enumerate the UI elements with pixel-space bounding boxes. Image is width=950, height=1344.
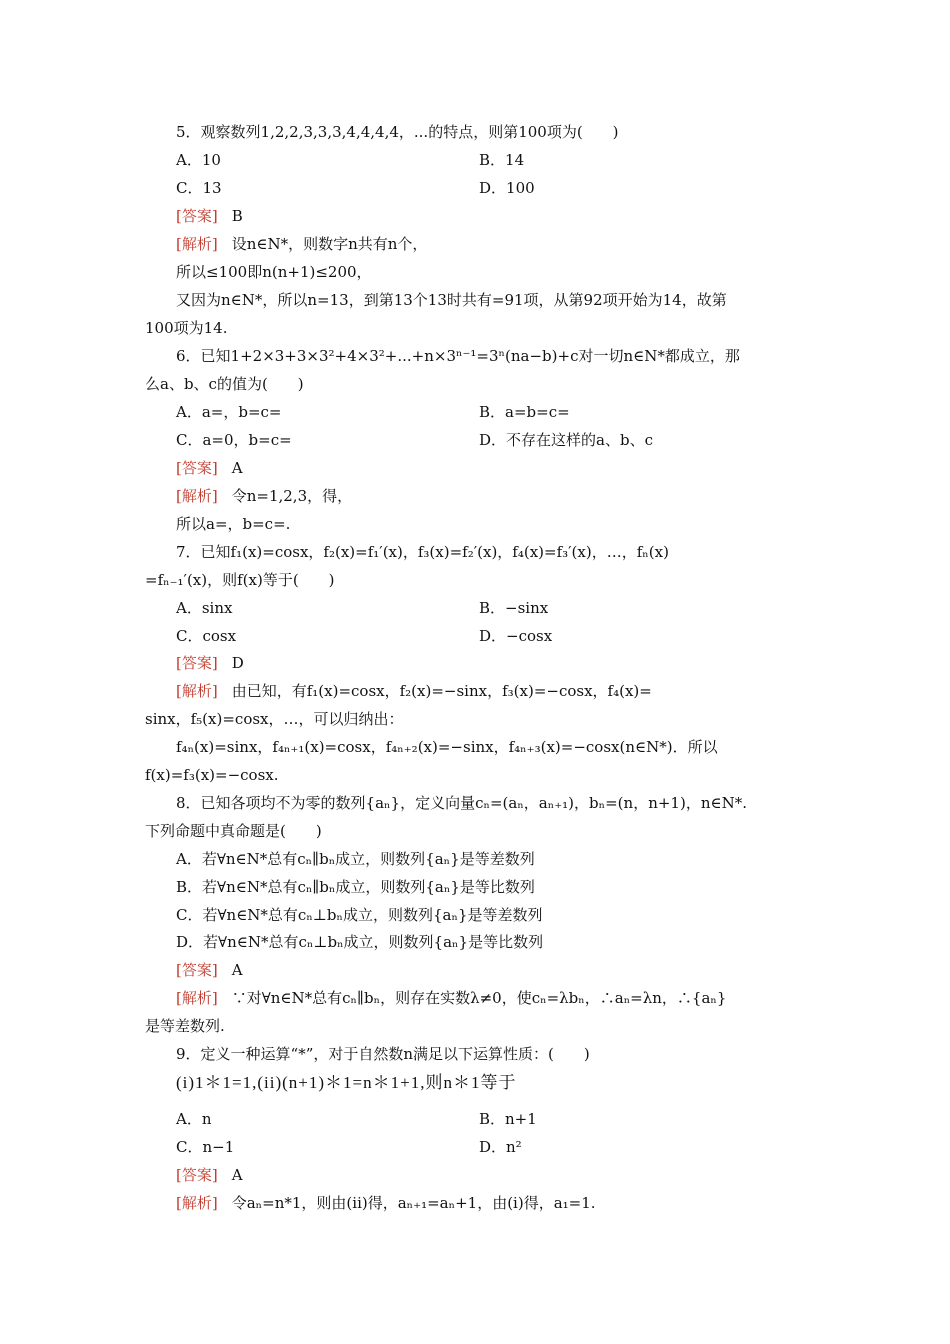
analysis-text: 令n=1,2,3，得， bbox=[231, 487, 353, 505]
question-5-option-b: B．14 bbox=[479, 151, 525, 169]
question-9-stem-1: 9．定义一种运算“*”，对于自然数n满足以下运算性质：( ) bbox=[176, 1045, 590, 1063]
question-5-analysis-4: 100项为14. bbox=[145, 319, 228, 337]
question-7-analysis-1 bbox=[176, 680, 652, 702]
analysis-tag: [解析] bbox=[176, 235, 218, 253]
analysis-text: ∵对∀n∈N*总有cₙ∥bₙ，则存在实数λ≠0，使cₙ=λbₙ，∴aₙ=λn，∴{aₙ} bbox=[231, 989, 727, 1007]
question-5-option-c: C．13 bbox=[176, 179, 222, 197]
analysis-text: 设n∈N*，则数字n共有n个， bbox=[231, 235, 428, 253]
answer-tag: [答案] bbox=[176, 654, 218, 672]
question-9-option-a: A．n bbox=[176, 1110, 212, 1128]
question-5-answer bbox=[176, 205, 243, 227]
question-7-option-b: B．−sinx bbox=[479, 599, 549, 617]
question-8-answer bbox=[176, 959, 243, 981]
answer-value: A bbox=[231, 1166, 243, 1184]
question-9-formula: (i)1＊1=1,(ii)(n+1)＊1=n＊1+1,则n＊1等于 bbox=[176, 1073, 517, 1092]
question-6-option-d: D．不存在这样的a、b、c bbox=[479, 431, 653, 449]
question-6-analysis-2: 所以a=，b=c=. bbox=[176, 515, 291, 533]
answer-tag: [答案] bbox=[176, 961, 218, 979]
question-8-option-d: D．若∀n∈N*总有cₙ⊥bₙ成立，则数列{aₙ}是等比数列 bbox=[176, 933, 544, 951]
analysis-tag: [解析] bbox=[176, 487, 218, 505]
question-9-option-c: C．n−1 bbox=[176, 1138, 235, 1156]
answer-value: D bbox=[231, 654, 244, 672]
analysis-tag: [解析] bbox=[176, 989, 218, 1007]
question-8-analysis-1 bbox=[176, 987, 726, 1009]
question-7-analysis-4: f(x)=f₃(x)=−cosx. bbox=[145, 766, 279, 784]
question-9-option-b: B．n+1 bbox=[479, 1110, 537, 1128]
question-5-analysis-3: 又因为n∈N*，所以n=13，到第13个13时共有=91项，从第92项开始为14，故第 bbox=[176, 291, 727, 309]
question-7-option-c: C．cosx bbox=[176, 627, 237, 645]
question-6-stem-1: 6．已知1+2×3+3×3²+4×3²+...+n×3ⁿ⁻¹=3ⁿ(na−b)+c对一切n∈N*都成立，那 bbox=[176, 347, 740, 365]
question-7-analysis-2: sinx，f₅(x)=cosx，…，可以归纳出： bbox=[145, 710, 404, 728]
question-8-option-c: C．若∀n∈N*总有cₙ⊥bₙ成立，则数列{aₙ}是等差数列 bbox=[176, 906, 543, 924]
question-9-option-d: D．n² bbox=[479, 1138, 522, 1156]
question-8-stem-1: 8．已知各项均不为零的数列{aₙ}，定义向量cₙ=(aₙ，aₙ₊₁)，bₙ=(n，n+1)，n∈N*. bbox=[176, 794, 747, 812]
question-5-option-d: D．100 bbox=[479, 179, 535, 197]
question-7-stem-1: 7．已知f₁(x)=cosx，f₂(x)=f₁′(x)，f₃(x)=f₂′(x)，f₄(x)=f₃′(x)，…，fₙ(x) bbox=[176, 543, 669, 561]
answer-tag: [答案] bbox=[176, 459, 218, 477]
question-7-analysis-3: f₄ₙ(x)=sinx，f₄ₙ₊₁(x)=cosx，f₄ₙ₊₂(x)=−sinx，f₄ₙ₊₃(x)=−cosx(n∈N*)．所以 bbox=[176, 738, 718, 756]
answer-tag: [答案] bbox=[176, 207, 218, 225]
question-6-analysis-1 bbox=[176, 485, 352, 507]
question-9-answer bbox=[176, 1164, 243, 1186]
analysis-tag: [解析] bbox=[176, 1194, 218, 1212]
answer-value: B bbox=[231, 207, 243, 225]
analysis-tag: [解析] bbox=[176, 682, 218, 700]
question-6-stem-2: 么a、b、c的值为( ) bbox=[145, 375, 304, 393]
question-6-option-c: C．a=0，b=c= bbox=[176, 431, 292, 449]
answer-value: A bbox=[231, 459, 243, 477]
question-6-option-a: A．a=，b=c= bbox=[176, 403, 282, 421]
question-7-answer bbox=[176, 652, 244, 674]
question-6-option-b: B．a=b=c= bbox=[479, 403, 570, 421]
question-8-analysis-2: 是等差数列. bbox=[145, 1017, 225, 1035]
question-8-stem-2: 下列命题中真命题是( ) bbox=[145, 822, 322, 840]
analysis-text: 由已知，有f₁(x)=cosx，f₂(x)=−sinx，f₃(x)=−cosx，f₄(x)= bbox=[231, 682, 652, 700]
question-8-option-a: A．若∀n∈N*总有cₙ∥bₙ成立，则数列{aₙ}是等差数列 bbox=[176, 850, 535, 868]
question-5-analysis-1 bbox=[176, 233, 427, 255]
question-7-option-a: A．sinx bbox=[176, 599, 233, 617]
question-5-analysis-2: 所以≤100即n(n+1)≤200， bbox=[176, 263, 372, 281]
question-7-stem-2: =fₙ₋₁′(x)，则f(x)等于( ) bbox=[145, 571, 335, 589]
answer-value: A bbox=[231, 961, 243, 979]
question-9-analysis-1 bbox=[176, 1192, 596, 1214]
question-6-answer bbox=[176, 457, 243, 479]
analysis-text: 令aₙ=n*1，则由(ii)得，aₙ₊₁=aₙ+1，由(i)得，a₁=1. bbox=[231, 1194, 596, 1212]
question-8-option-b: B．若∀n∈N*总有cₙ∥bₙ成立，则数列{aₙ}是等比数列 bbox=[176, 878, 535, 896]
question-5-stem: 5．观察数列1,2,2,3,3,3,4,4,4,4，...的特点，则第100项为( ) bbox=[176, 123, 619, 141]
answer-tag: [答案] bbox=[176, 1166, 218, 1184]
question-7-option-d: D．−cosx bbox=[479, 627, 553, 645]
question-5-option-a: A．10 bbox=[176, 151, 221, 169]
